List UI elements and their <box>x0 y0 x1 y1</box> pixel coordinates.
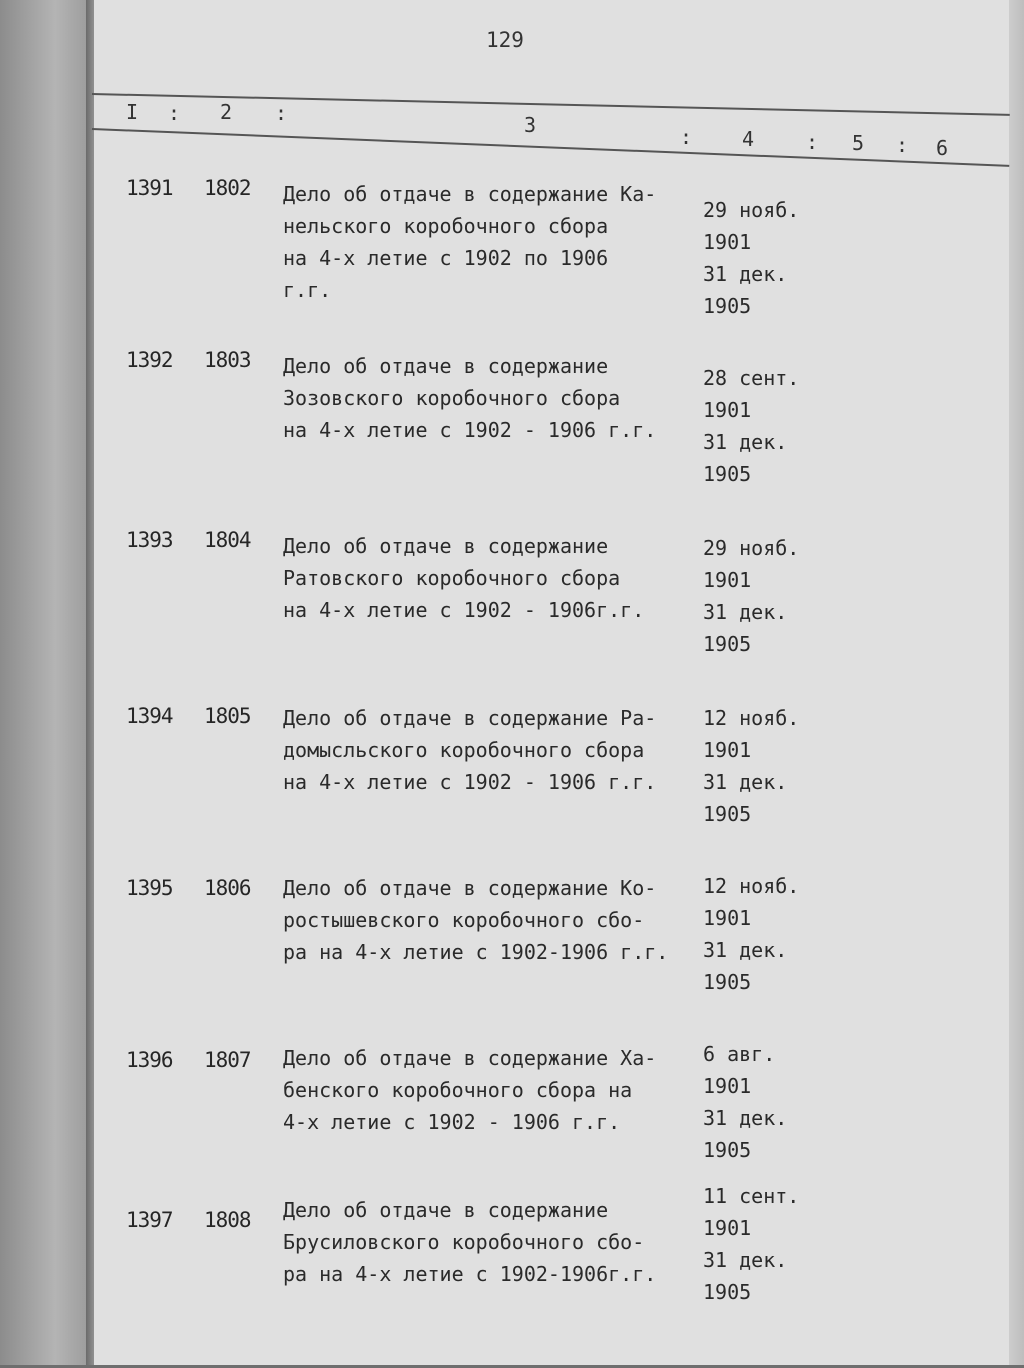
entry-title-line: Дело об отдаче в содержание Ха- <box>283 1046 657 1070</box>
entry-year-end: 1905 <box>703 294 752 318</box>
inventory-entry <box>0 876 1024 1036</box>
entry-date-end: 31 дек. <box>703 600 788 624</box>
entry-old-number: 1805 <box>204 704 251 728</box>
entry-year-end: 1905 <box>703 462 752 486</box>
entry-year-start: 1901 <box>703 1074 752 1098</box>
entry-number: 1394 <box>126 704 173 728</box>
entry-title-line: на 4-х летие с 1902 - 1906 г.г. <box>283 418 657 442</box>
entry-title-line: Дело об отдаче в содержание <box>283 354 609 378</box>
entry-dates <box>703 1038 787 1166</box>
column-header-5: 5 <box>852 131 865 155</box>
entry-dates <box>703 532 799 660</box>
entry-date-start: 6 авг. <box>703 1042 776 1066</box>
column-separator: : <box>896 133 909 157</box>
entry-date-start: 29 нояб. <box>703 536 800 560</box>
entry-date-end: 31 дек. <box>703 1106 788 1130</box>
column-header-3: 3 <box>524 113 537 137</box>
entry-title <box>283 1194 656 1290</box>
entry-title <box>283 872 668 968</box>
entry-date-start: 11 сент. <box>703 1184 800 1208</box>
entry-dates <box>703 194 799 322</box>
entry-title <box>283 1042 656 1138</box>
column-separator: : <box>168 101 181 125</box>
column-separator: : <box>275 101 288 125</box>
inventory-entry <box>0 348 1024 508</box>
entry-title-line: г.г. <box>283 278 332 302</box>
entry-date-end: 31 дек. <box>703 262 788 286</box>
inventory-entry <box>0 176 1024 336</box>
entry-title-line: Дело об отдаче в содержание Ка- <box>283 182 657 206</box>
entry-date-end: 31 дек. <box>703 770 788 794</box>
entry-title-line: 4-х летие с 1902 - 1906 г.г. <box>283 1110 621 1134</box>
entry-old-number: 1802 <box>204 176 251 200</box>
entry-date-end: 31 дек. <box>703 1248 788 1272</box>
entry-date-end: 31 дек. <box>703 430 788 454</box>
entry-year-start: 1901 <box>703 230 752 254</box>
entry-title-line: Брусиловского коробочного сбо- <box>283 1230 645 1254</box>
entry-year-end: 1905 <box>703 1280 752 1304</box>
entry-title-line: Ратовского коробочного сбора <box>283 566 621 590</box>
entry-year-start: 1901 <box>703 398 752 422</box>
column-separator: : <box>680 125 693 149</box>
entry-title-line: на 4-х летие с 1902 - 1906г.г. <box>283 598 645 622</box>
column-header-1: I <box>126 100 139 124</box>
entry-title <box>283 178 656 306</box>
entry-title-line: на 4-х летие с 1902 - 1906 г.г. <box>283 770 657 794</box>
entry-title <box>283 350 656 446</box>
inventory-entry <box>0 1184 1024 1368</box>
entry-title-line: ростышевского коробочного сбо- <box>283 908 645 932</box>
entry-dates <box>703 362 799 490</box>
entry-title-line: нельского коробочного сбора <box>283 214 609 238</box>
entry-old-number: 1807 <box>204 1048 251 1072</box>
entry-title-line: Дело об отдаче в содержание <box>283 1198 609 1222</box>
entry-old-number: 1803 <box>204 348 251 372</box>
entry-title-line: Дело об отдаче в содержание Ра- <box>283 706 657 730</box>
entry-dates <box>703 870 799 998</box>
entry-year-start: 1901 <box>703 1216 752 1240</box>
entry-number: 1393 <box>126 528 173 552</box>
column-header-2: 2 <box>220 100 233 124</box>
entry-year-start: 1901 <box>703 568 752 592</box>
page-number: 129 <box>486 28 524 52</box>
entry-date-start: 12 нояб. <box>703 706 800 730</box>
entry-year-end: 1905 <box>703 632 752 656</box>
entry-title-line: Зозовского коробочного сбора <box>283 386 621 410</box>
entry-number: 1395 <box>126 876 173 900</box>
column-header-6: 6 <box>936 136 949 160</box>
entry-year-end: 1905 <box>703 802 752 826</box>
entry-date-start: 29 нояб. <box>703 198 800 222</box>
entry-old-number: 1806 <box>204 876 251 900</box>
entry-number: 1391 <box>126 176 173 200</box>
column-separator: : <box>806 130 819 154</box>
inventory-entry <box>0 1042 1024 1208</box>
entry-number: 1392 <box>126 348 173 372</box>
entry-year-start: 1901 <box>703 906 752 930</box>
inventory-entry <box>0 528 1024 688</box>
entry-year-end: 1905 <box>703 970 752 994</box>
entry-title <box>283 530 644 626</box>
entry-title-line: Дело об отдаче в содержание Ко- <box>283 876 657 900</box>
entry-old-number: 1804 <box>204 528 251 552</box>
inventory-entry <box>0 704 1024 864</box>
entry-date-end: 31 дек. <box>703 938 788 962</box>
entry-title-line: бенского коробочного сбора на <box>283 1078 633 1102</box>
entry-title <box>283 702 656 798</box>
entry-title-line: ра на 4-х летие с 1902-1906г.г. <box>283 1262 657 1286</box>
entry-year-end: 1905 <box>703 1138 752 1162</box>
entry-number: 1397 <box>126 1208 173 1232</box>
entry-date-start: 12 нояб. <box>703 874 800 898</box>
column-header-4: 4 <box>742 127 755 151</box>
entry-number: 1396 <box>126 1048 173 1072</box>
entry-title-line: Дело об отдаче в содержание <box>283 534 609 558</box>
entry-dates <box>703 1180 799 1308</box>
entry-title-line: на 4-х летие с 1902 по 1906 <box>283 246 609 270</box>
entry-dates <box>703 702 799 830</box>
entry-title-line: ра на 4-х летие с 1902-1906 г.г. <box>283 940 669 964</box>
entry-title-line: домысльского коробочного сбора <box>283 738 645 762</box>
entry-date-start: 28 сент. <box>703 366 800 390</box>
entry-year-start: 1901 <box>703 738 752 762</box>
entry-old-number: 1808 <box>204 1208 251 1232</box>
